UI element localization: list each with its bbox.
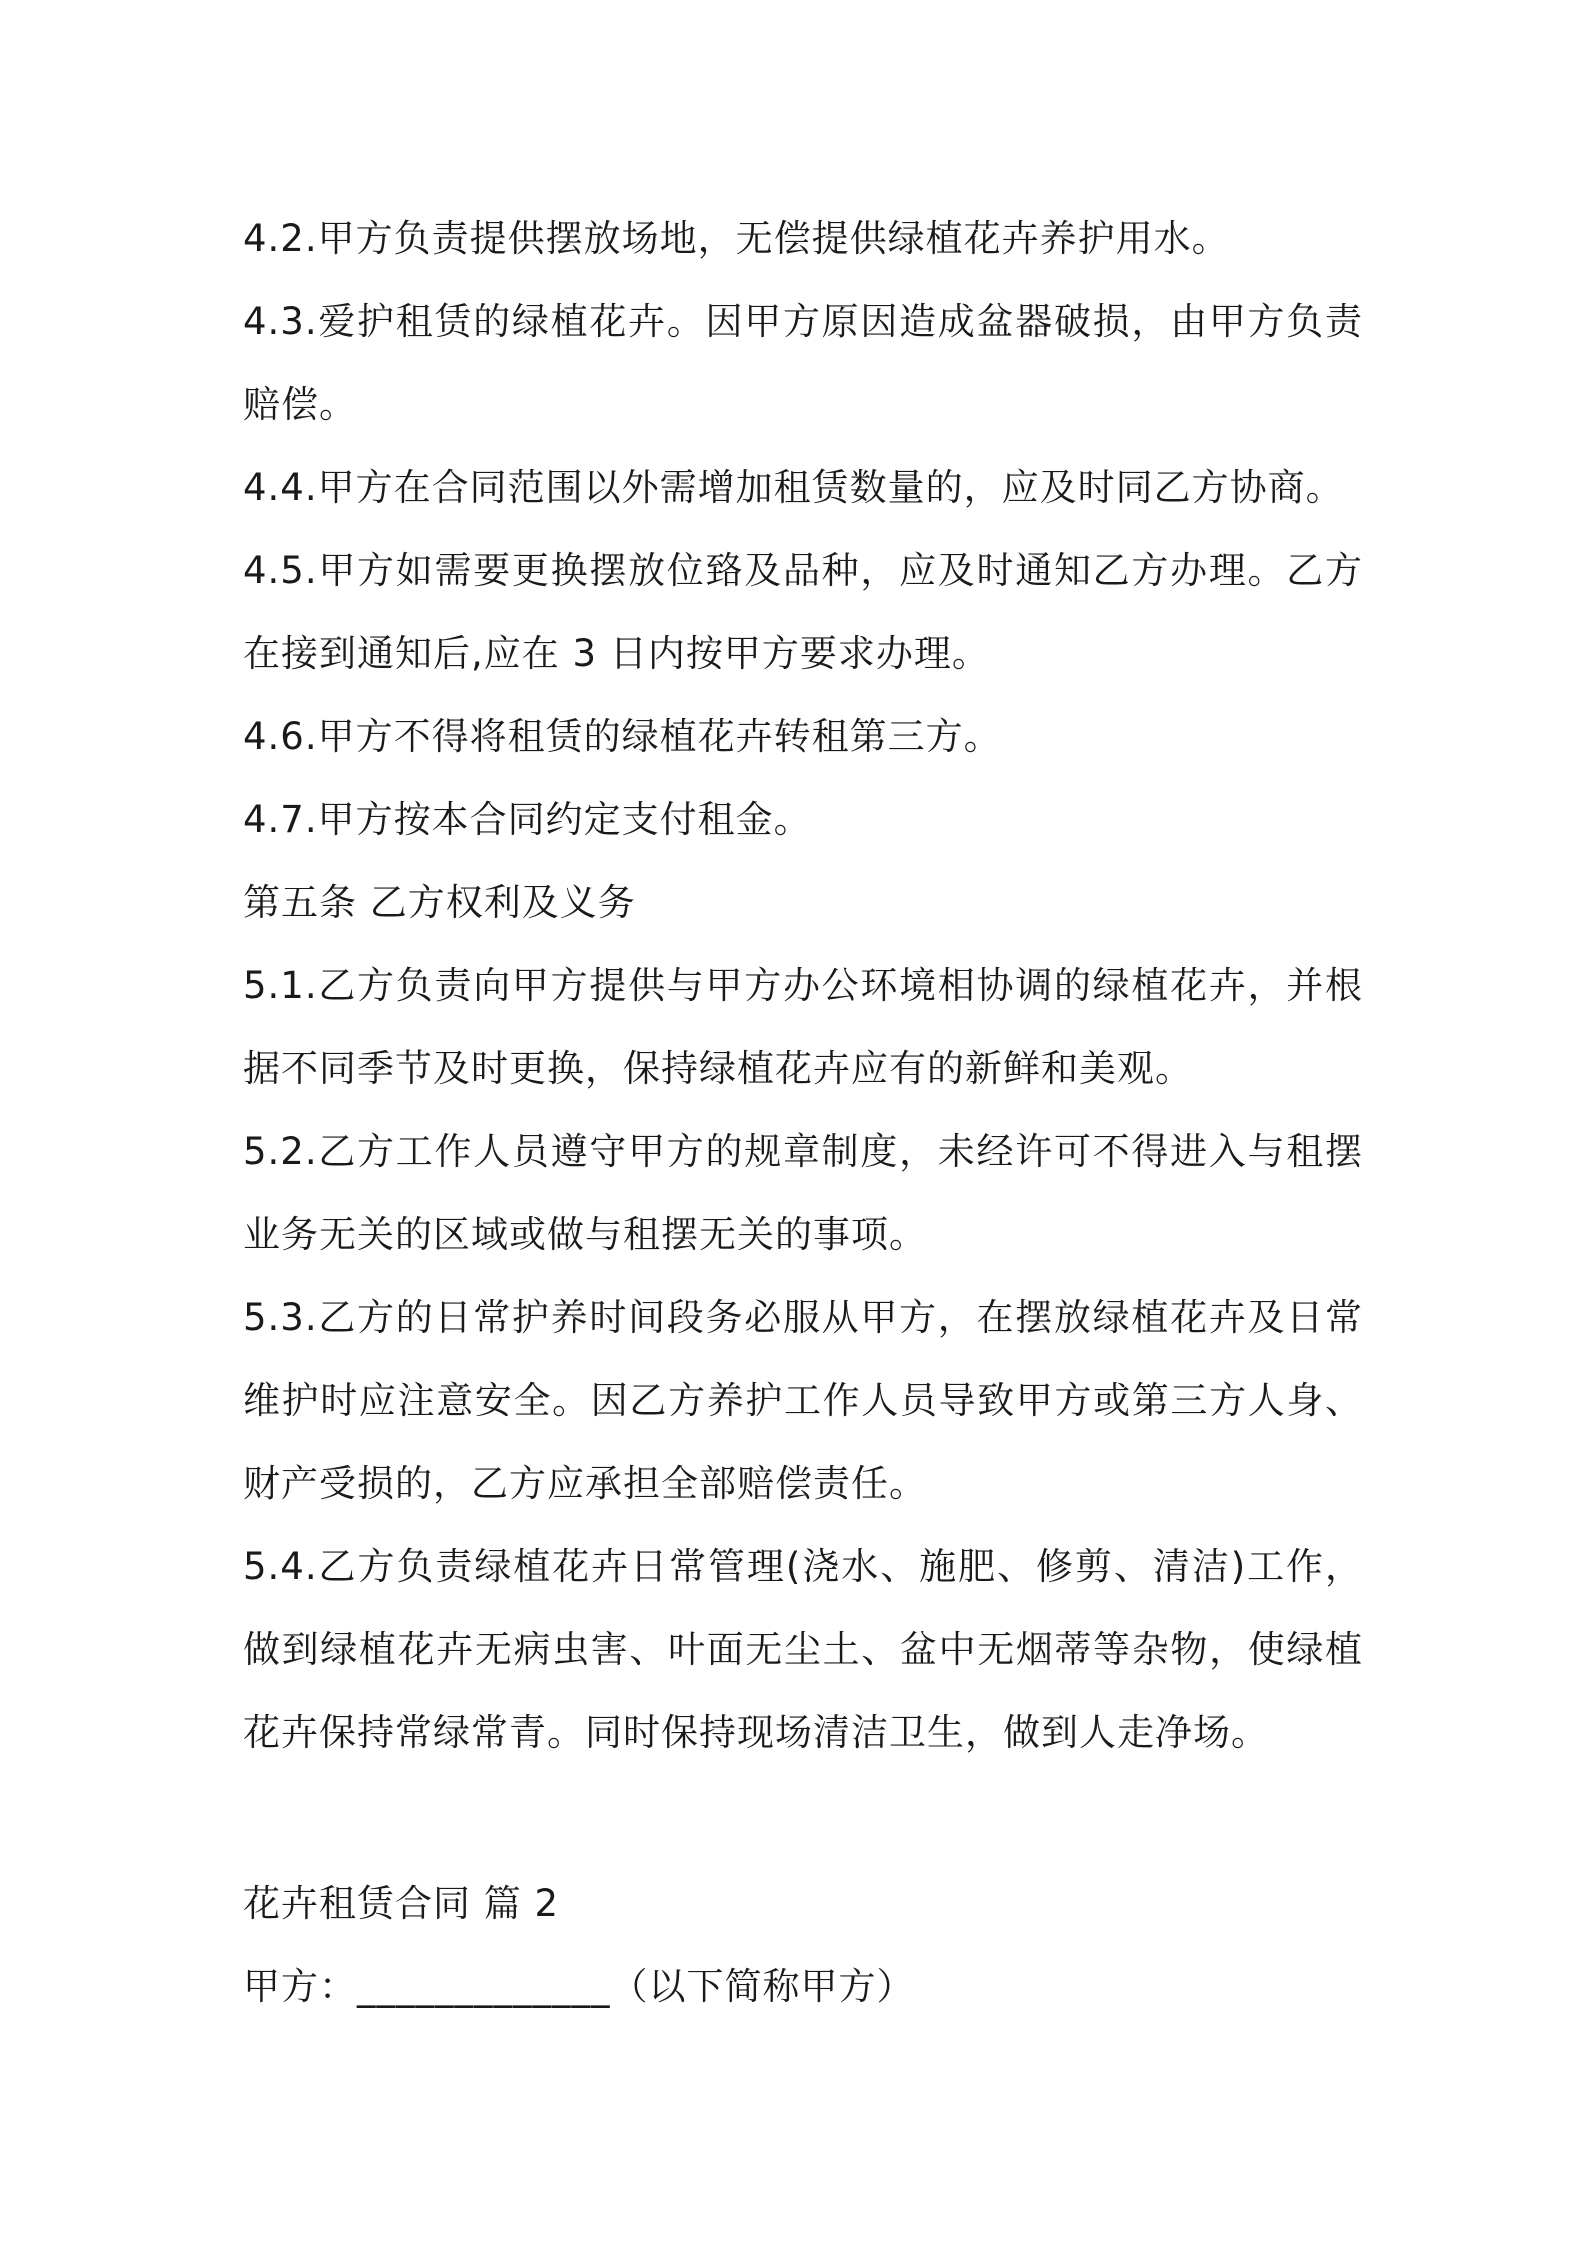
clause-4-7: 4.7.甲方按本合同约定支付租金。 <box>243 798 812 841</box>
article-5-heading: 第五条 乙方权利及义务 <box>243 881 636 924</box>
clause-5-1: 5.1.乙方负责向甲方提供与甲方办公环境相协调的绿植花卉，并根据不同季节及时更换，保持绿植花卉应有的新鲜和美观。 <box>243 964 1363 1090</box>
clause-5-3: 5.3.乙方的日常护养时间段务必服从甲方，在摆放绿植花卉及日常维护时应注意安全。因乙方养护工作人员导致甲方或第三方人身、财产受损的，乙方应承担全部赔偿责任。 <box>243 1296 1363 1505</box>
contract-title: 花卉租赁合同 篇 2 <box>243 1882 560 1925</box>
clause-4-5: 4.5.甲方如需要更换摆放位臵及品种，应及时通知乙方办理。乙方在接到通知后,应在 3 日内按甲方要求办理。 <box>243 549 1363 675</box>
clause-5-4: 5.4.乙方负责绿植花卉日常管理(浇水、施肥、修剪、清洁)工作，做到绿植花卉无病虫害、叶面无尘土、盆中无烟蒂等杂物，使绿植花卉保持常绿常青。同时保持现场清洁卫生，做到人走净场。 <box>243 1545 1363 1754</box>
clause-5-2: 5.2.乙方工作人员遵守甲方的规章制度，未经许可不得进入与租摆业务无关的区域或做与租摆无关的事项。 <box>243 1130 1363 1256</box>
party-a-line: 甲方：_____________（以下简称甲方） <box>243 1965 915 2008</box>
clause-4-4: 4.4.甲方在合同范围以外需增加租赁数量的，应及时同乙方协商。 <box>243 466 1344 509</box>
document-body <box>243 197 1363 2028</box>
clause-4-3: 4.3.爱护租赁的绿植花卉。因甲方原因造成盆器破损，由甲方负责赔偿。 <box>243 300 1363 426</box>
clause-4-2: 4.2.甲方负责提供摆放场地，无偿提供绿植花卉养护用水。 <box>243 217 1230 260</box>
clause-4-6: 4.6.甲方不得将租赁的绿植花卉转租第三方。 <box>243 715 1002 758</box>
section-spacer <box>243 1774 1363 1862</box>
